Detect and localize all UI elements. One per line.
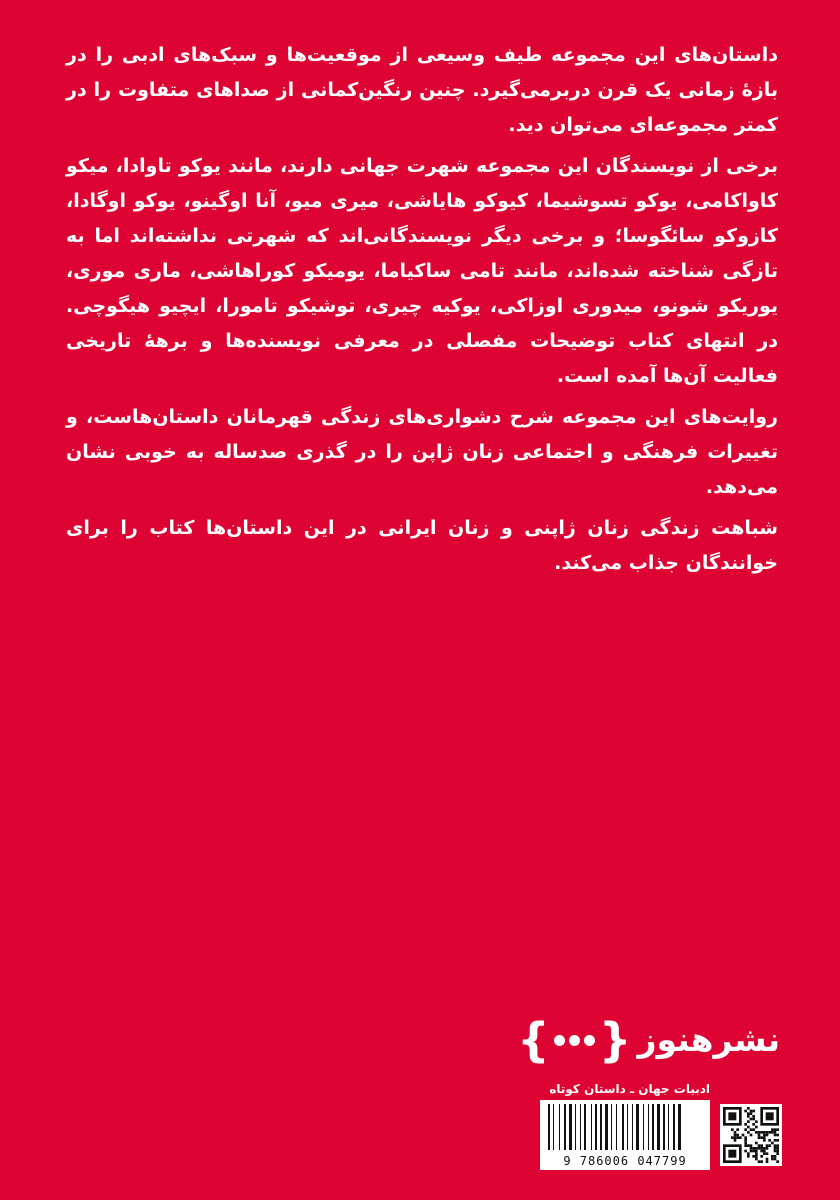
logo-brace-right: }: [598, 1013, 632, 1067]
barcode-bars: [546, 1104, 704, 1150]
publisher-logo: [516, 1012, 780, 1068]
publisher-logo-mark: [517, 1012, 632, 1068]
qr-code-pattern: [723, 1107, 779, 1163]
publisher-name: نشرهنوز: [637, 1020, 780, 1059]
logo-dot: [584, 1035, 595, 1046]
logo-dot: [554, 1035, 565, 1046]
blurb-paragraph-3: روایت‌های این مجموعه شرح دشواری‌های زندگی قهرمانان داستان‌هاست، و تغییرات فرهنگی و اجتماعی زنان ژاپن را در گذری صدساله به خوبی نشان می‌دهد.: [66, 406, 778, 498]
blurb-paragraph-4: شباهت زندگی زنان ژاپنی و زنان ایرانی در این داستان‌ها کتاب را برای خوانندگان جذاب می‌کند.: [66, 517, 778, 574]
blurb-paragraph-2: برخی از نویسندگان این مجموعه شهرت جهانی دارند، مانند یوکو تاوادا، میکو کاواکامی، یوکو تسوشیما، کیوکو هایاشی، میری میو، آنا اوگینو، یوکو اوگادا، کازوکو سائگوسا؛ و برخی دیگر نویسندگانی‌اند که شهرتی نداشته‌اند اما به تازگی شناخته شده‌اند، مانند تامی ساکیاما، یومیکو کوراهاشی، ماری موری، یوریکو شونو، میدوری اوزاکی، یوکیه چیری، توشیکو تامورا، ایچیو هیگوچی. در انتهای کتاب توضیحات مفصلی در معرفی نویسنده‌ها و برههٔ تاریخی فعالیت آن‌ها آمده است.: [66, 155, 778, 387]
logo-dot: [569, 1035, 580, 1046]
qr-code: [720, 1104, 782, 1166]
isbn-number: 9 786006 047799: [563, 1154, 687, 1168]
blurb-paragraph-1: داستان‌های این مجموعه طیف وسیعی از موقعیت‌ها و سبک‌های ادبی را در بازهٔ زمانی یک قرن دربرمی‌گیرد. چنین رنگین‌کمانی از صداهای متفاوت را در کمتر مجموعه‌ای می‌توان دید.: [66, 44, 778, 136]
isbn-barcode: [540, 1100, 710, 1170]
back-cover-blurb: [66, 38, 778, 587]
logo-brace-left: {: [516, 1013, 550, 1067]
logo-dots: [554, 1035, 595, 1046]
book-category: ادبیات جهان ـ داستان کوتاه: [549, 1082, 710, 1096]
